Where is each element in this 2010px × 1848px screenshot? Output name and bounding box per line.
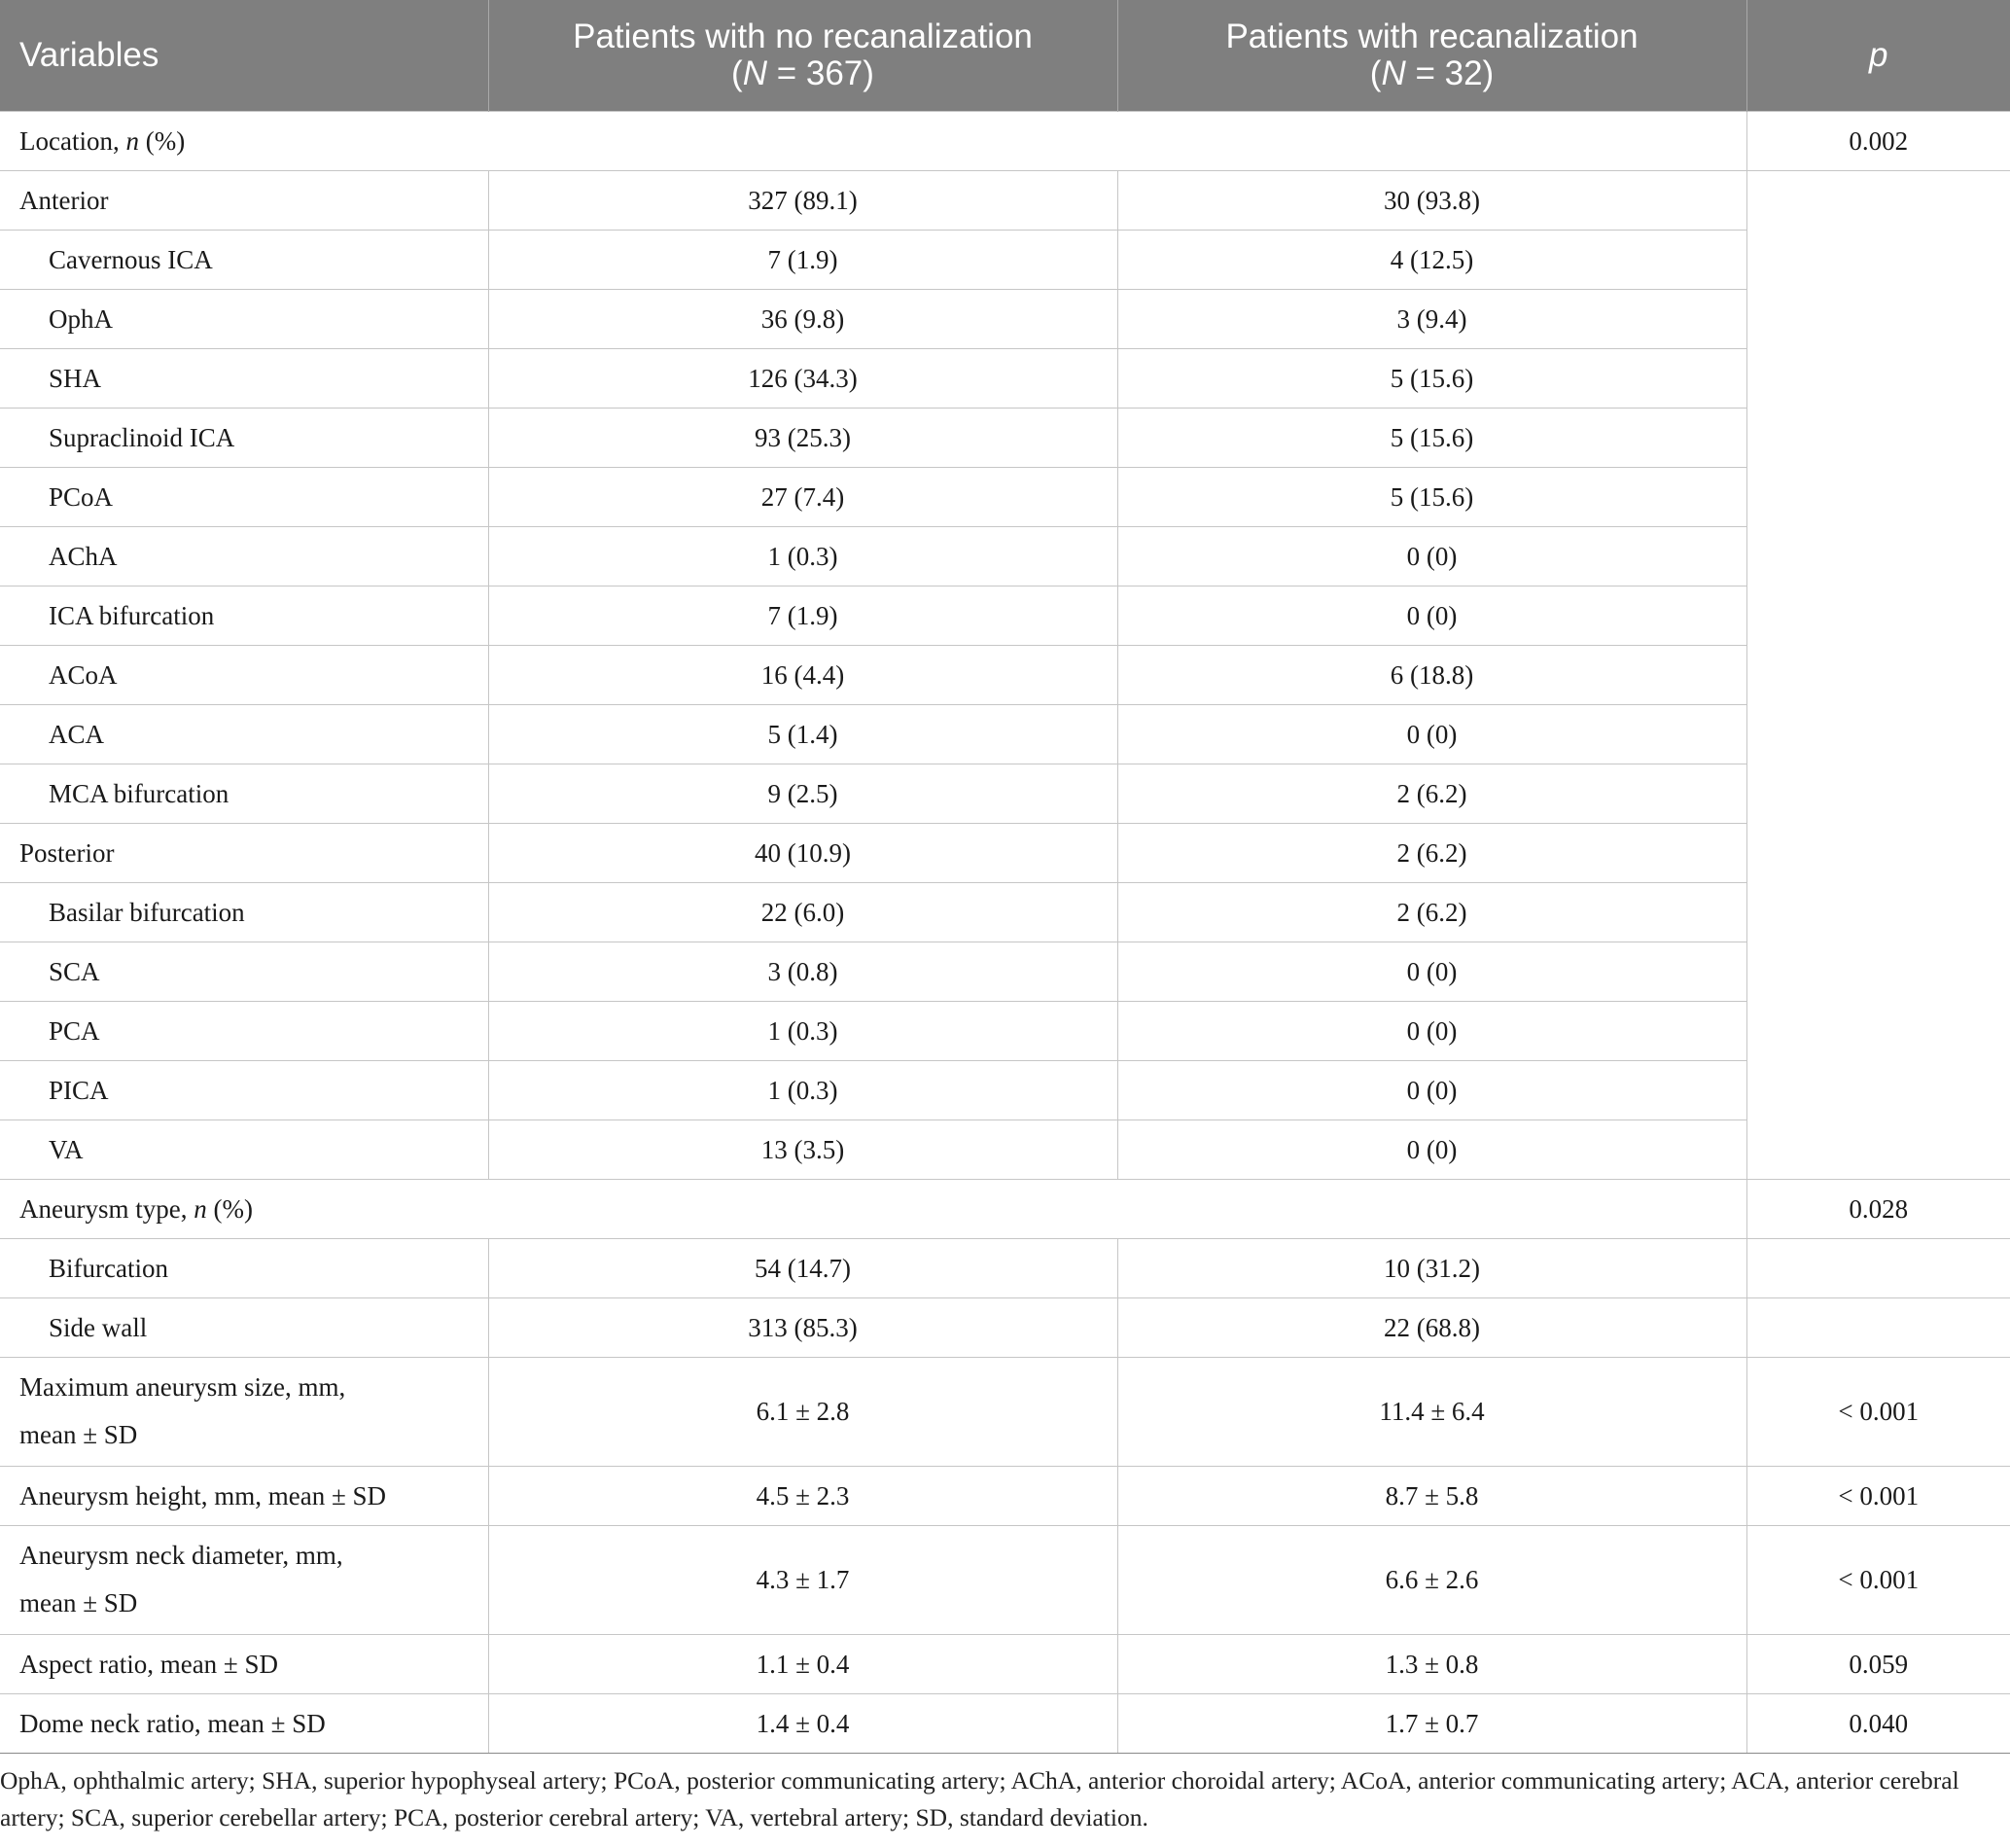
p-value-empty [1746,1297,2010,1357]
table-row [0,1693,2010,1753]
table-footnote: OphA, ophthalmic artery; SHA, superior hypophyseal artery; PCoA, posterior communicating artery; AChA, anterior choroidal artery; ACoA, anterior communicating artery; ACA, anterior cerebral artery; SCA, superior cerebellar artery; PCA, posterior cerebral artery; VA, vertebral artery; SD, standard deviation. [0,1766,1959,1831]
p-value: < 0.001 [1746,1466,2010,1525]
value-no-recanalization: 1 (0.3) [488,1060,1117,1119]
p-value: 0.059 [1746,1634,2010,1693]
value-recanalization: 11.4 ± 6.4 [1117,1357,1746,1466]
value-no-recanalization: 6.1 ± 2.8 [488,1357,1117,1466]
value-recanalization: 6 (18.8) [1117,645,1746,704]
value-no-recanalization: 7 (1.9) [488,230,1117,289]
table-row [0,170,2010,230]
value-no-recanalization: 4.5 ± 2.3 [488,1466,1117,1525]
row-label [0,1634,488,1693]
header-recanalization: Patients with recanalization (N = 32) [1117,0,1746,111]
table-row [0,526,2010,586]
row-label: Basilar bifurcation [0,882,488,942]
location-label-n: n [125,125,139,156]
value-recanalization: 0 (0) [1117,942,1746,1001]
location-p-value: 0.002 [1746,111,2010,170]
table-row [0,230,2010,289]
header-p-value [1746,0,2010,111]
row-label: VA [0,1119,488,1179]
table-row [0,1634,2010,1693]
row-label-line1: Maximum aneurysm size, mm, [19,1372,346,1402]
p-value: 0.040 [1746,1693,2010,1753]
table-row [0,645,2010,704]
value-no-recanalization: 7 (1.9) [488,586,1117,645]
table-row [0,1466,2010,1525]
table-row [0,467,2010,526]
header-no-recanalization-n-symbol: N [742,53,767,92]
location-label-text: Location, [19,125,126,156]
value-recanalization: 6.6 ± 2.6 [1117,1525,1746,1634]
value-no-recanalization: 3 (0.8) [488,942,1117,1001]
value-no-recanalization: 9 (2.5) [488,764,1117,823]
value-recanalization: 0 (0) [1117,586,1746,645]
value-recanalization: 8.7 ± 5.8 [1117,1466,1746,1525]
value-no-recanalization: 93 (25.3) [488,408,1117,467]
value-recanalization: 0 (0) [1117,704,1746,764]
row-label: OphA [0,289,488,348]
value-recanalization: 2 (6.2) [1117,882,1746,942]
value-no-recanalization: 36 (9.8) [488,289,1117,348]
table-row [0,1357,2010,1466]
value-recanalization: 10 (31.2) [1117,1238,1746,1297]
table-row [0,289,2010,348]
header-row [0,0,2010,111]
value-no-recanalization: 40 (10.9) [488,823,1117,882]
table-row [0,1001,2010,1060]
row-label: SHA [0,348,488,408]
table-row [0,1119,2010,1179]
table-row [0,408,2010,467]
value-no-recanalization: 16 (4.4) [488,645,1117,704]
p-value: < 0.001 [1746,1525,2010,1634]
value-no-recanalization: 1 (0.3) [488,526,1117,586]
row-label: ACoA [0,645,488,704]
value-recanalization: 2 (6.2) [1117,823,1746,882]
row-label-line1: Aspect ratio, mean ± SD [19,1649,279,1679]
table-row [0,882,2010,942]
header-no-recanalization-n: = 367) [766,53,874,92]
value-no-recanalization: 27 (7.4) [488,467,1117,526]
value-recanalization: 30 (93.8) [1117,170,1746,230]
value-recanalization: 3 (9.4) [1117,289,1746,348]
table-row [0,586,2010,645]
value-no-recanalization: 22 (6.0) [488,882,1117,942]
row-label: PCA [0,1001,488,1060]
value-no-recanalization: 5 (1.4) [488,704,1117,764]
value-recanalization: 5 (15.6) [1117,348,1746,408]
row-label: MCA bifurcation [0,764,488,823]
header-p-symbol: p [1869,35,1888,74]
row-label-line1: Dome neck ratio, mean ± SD [19,1708,326,1738]
location-label-unit: (%) [138,125,186,156]
header-variables: Variables [0,0,488,111]
table-row [0,942,2010,1001]
value-recanalization: 5 (15.6) [1117,408,1746,467]
value-recanalization: 0 (0) [1117,1060,1746,1119]
row-label: Cavernous ICA [0,230,488,289]
value-recanalization: 5 (15.6) [1117,467,1746,526]
p-value-empty [1746,170,2010,1179]
value-no-recanalization: 1.4 ± 0.4 [488,1693,1117,1753]
row-label: PCoA [0,467,488,526]
value-recanalization: 0 (0) [1117,526,1746,586]
row-label: ICA bifurcation [0,586,488,645]
value-recanalization: 1.7 ± 0.7 [1117,1693,1746,1753]
aneurysm-type-label-unit: (%) [206,1193,253,1224]
value-recanalization: 0 (0) [1117,1119,1746,1179]
header-no-recanalization-label: Patients with no recanalization [573,17,1033,55]
row-label [0,1693,488,1753]
table-row [0,704,2010,764]
header-no-recanalization: Patients with no recanalization (N = 367) [488,0,1117,111]
value-recanalization: 0 (0) [1117,1001,1746,1060]
table-row [0,764,2010,823]
value-no-recanalization: 313 (85.3) [488,1297,1117,1357]
aneurysm-type-p-value: 0.028 [1746,1179,2010,1238]
row-label-line2: mean ± SD [19,1420,138,1449]
row-label [0,1466,488,1525]
section-label-aneurysm-type [0,1179,1746,1238]
value-recanalization: 1.3 ± 0.8 [1117,1634,1746,1693]
header-recanalization-n: = 32) [1405,53,1495,92]
value-no-recanalization: 4.3 ± 1.7 [488,1525,1117,1634]
row-label: ACA [0,704,488,764]
row-label: SCA [0,942,488,1001]
row-label: Side wall [0,1297,488,1357]
value-recanalization: 22 (68.8) [1117,1297,1746,1357]
p-value: < 0.001 [1746,1357,2010,1466]
value-no-recanalization: 13 (3.5) [488,1119,1117,1179]
table-row [0,348,2010,408]
row-label: Supraclinoid ICA [0,408,488,467]
value-no-recanalization: 327 (89.1) [488,170,1117,230]
value-no-recanalization: 54 (14.7) [488,1238,1117,1297]
row-label [0,1525,488,1634]
row-label: Anterior [0,170,488,230]
value-no-recanalization: 1.1 ± 0.4 [488,1634,1117,1693]
row-label-line2: mean ± SD [19,1588,138,1617]
section-label-location [0,111,1746,170]
aneurysm-type-label-text: Aneurysm type, [19,1193,194,1224]
section-row-aneurysm-type [0,1179,2010,1238]
table-row [0,1297,2010,1357]
row-label-line1: Aneurysm height, mm, mean ± SD [19,1480,387,1510]
row-label [0,1357,488,1466]
table-row [0,823,2010,882]
value-no-recanalization: 1 (0.3) [488,1001,1117,1060]
header-recanalization-label: Patients with recanalization [1225,17,1639,55]
header-recanalization-n-symbol: N [1381,53,1406,92]
table-row [0,1060,2010,1119]
value-recanalization: 4 (12.5) [1117,230,1746,289]
row-label-line1: Aneurysm neck diameter, mm, [19,1541,343,1570]
value-recanalization: 2 (6.2) [1117,764,1746,823]
table-row [0,1238,2010,1297]
section-row-location [0,111,2010,170]
row-label: Posterior [0,823,488,882]
value-no-recanalization: 126 (34.3) [488,348,1117,408]
row-label: PICA [0,1060,488,1119]
p-value-empty [1746,1238,2010,1297]
table-row [0,1525,2010,1634]
row-label: Bifurcation [0,1238,488,1297]
row-label: AChA [0,526,488,586]
aneurysm-type-label-n: n [194,1193,207,1224]
